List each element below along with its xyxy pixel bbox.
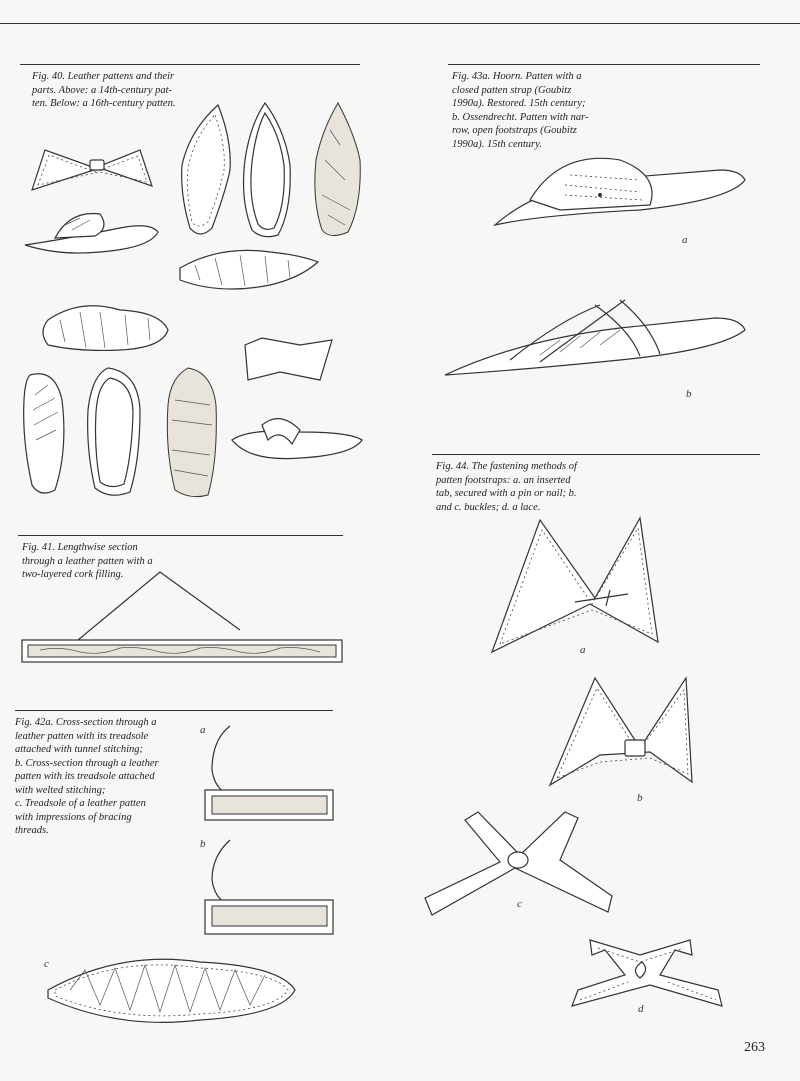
fig42-label-a: a	[200, 724, 206, 736]
fig43-caption: Fig. 43a. Hoorn. Patten with a closed patten strap (Goubitz 1990a). Restored. 15th century; b. Ossendrecht. Patten with nar- row, open footstraps (Goubitz 1990a). 15th century.	[452, 71, 589, 150]
fig44d-drawing	[572, 940, 722, 1006]
fig40-strap-pattern-drawing	[32, 150, 152, 190]
fig42c-treadsole-drawing	[48, 959, 295, 1022]
fig40-sole-drawings	[182, 103, 361, 237]
fig42b-section-drawing	[205, 840, 333, 934]
fig42a-section-drawing	[205, 726, 333, 820]
fig40-16c-treadsole-drawing	[43, 306, 168, 351]
fig44b-drawing	[550, 678, 692, 785]
fig43-label-b: b	[686, 388, 692, 400]
fig41-caption: Fig. 41. Lengthwise section through a leather patten with a two-layered cork filling.	[22, 542, 153, 580]
fig40-16c-sole-drawings	[24, 368, 217, 497]
fig44-caption: Fig. 44. The fastening methods of patten footstraps: a. an inserted tab, secured with a pin or nail; b. and c. buckles; d. a lace.	[436, 461, 577, 513]
fig42-label-c: c	[44, 958, 49, 970]
fig44-label-b: b	[637, 792, 643, 804]
fig44-label-c: c	[517, 898, 522, 910]
fig44c-drawing	[425, 812, 612, 915]
fig40-patten-side-drawing	[25, 214, 158, 254]
fig40-16c-patten-drawing	[232, 419, 362, 459]
fig42-caption: Fig. 42a. Cross-section through a leather patten with its treadsole attached with tunnel stitching; b. Cross-section through a leather patten with its treadsole attached with welted stitching; c. Treadsole of a leather patten with impressions of bracing threads.	[15, 717, 159, 836]
fig42-label-b: b	[200, 838, 206, 850]
fig43b-patten-drawing	[445, 300, 745, 375]
fig41-section-drawing	[22, 572, 342, 662]
fig44-label-d: d	[638, 1003, 644, 1015]
fig43-label-a: a	[682, 234, 688, 246]
fig44-label-a: a	[580, 644, 586, 656]
fig40-caption: Fig. 40. Leather pattens and their parts. Above: a 14th-century pat- ten. Below: a 16th-century patten.	[32, 71, 176, 109]
fig44a-drawing	[492, 518, 658, 652]
fig40-treadsole-drawing	[180, 250, 318, 289]
fig43a-patten-drawing	[495, 158, 745, 225]
page-number: 263	[744, 1040, 765, 1055]
fig40-heel-strap-drawing	[245, 338, 332, 380]
